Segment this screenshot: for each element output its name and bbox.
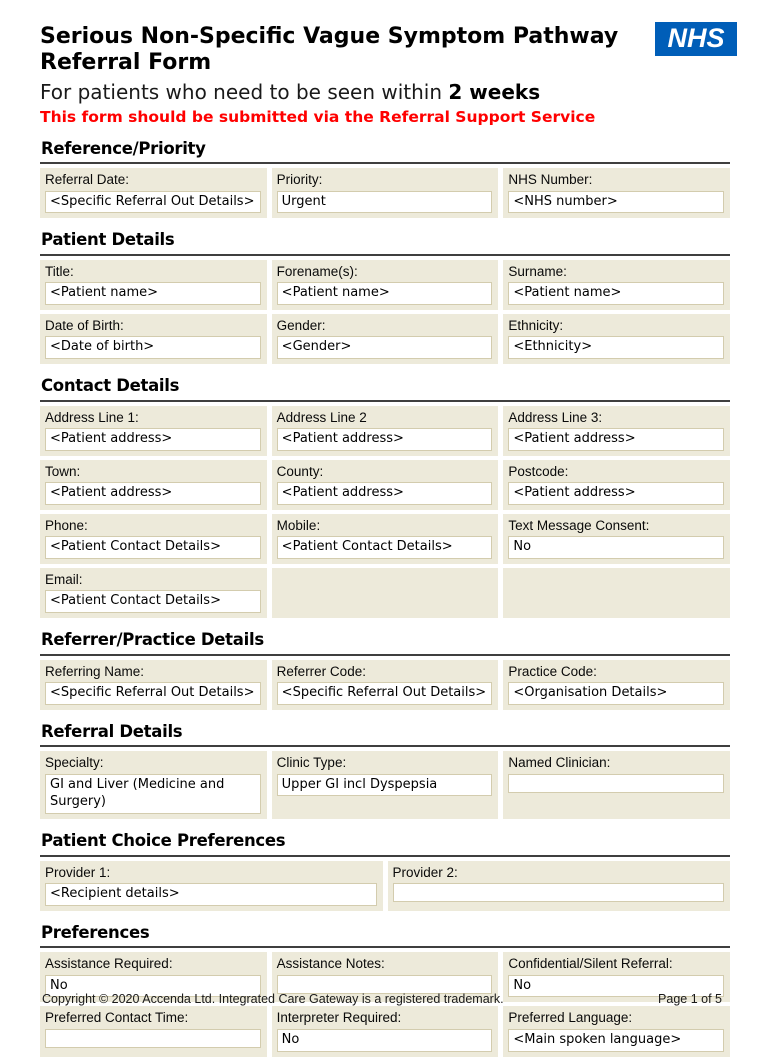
nhs-logo — [655, 22, 737, 56]
field-ethnicity — [503, 314, 730, 364]
field-label: Clinic Type: — [276, 755, 347, 771]
field-nhs-number — [503, 168, 730, 218]
section-heading: Contact Details — [41, 376, 180, 396]
field-phone — [40, 514, 267, 564]
section-divider — [40, 654, 730, 656]
field-label: Address Line 2 — [276, 409, 367, 425]
submission-warning: This form should be submitted via the Referral Support Service — [40, 107, 596, 126]
field-practice-code — [503, 660, 730, 710]
form-row — [40, 660, 730, 710]
field-label: Interpreter Required: — [276, 1010, 402, 1026]
page-subtitle — [40, 80, 730, 104]
form-row — [40, 406, 730, 456]
field-referring-name — [40, 660, 267, 710]
section-heading: Patient Details — [41, 230, 175, 250]
referring-name-input[interactable]: <Specific Referral Out Details> — [45, 682, 261, 705]
field-label: Surname: — [508, 263, 567, 279]
field-gender — [272, 314, 499, 364]
practice-code-input[interactable]: <Organisation Details> — [508, 682, 724, 705]
field-priority — [272, 168, 499, 218]
subtitle-text: For patients who need to be seen within — [40, 79, 449, 104]
field-preferred-language — [503, 1006, 730, 1056]
field-label: Referral Date: — [45, 172, 130, 188]
field-label: Email: — [45, 571, 83, 587]
named-clinician-input[interactable] — [508, 774, 724, 793]
preferred-language-input[interactable]: <Main spoken language> — [508, 1029, 724, 1052]
section-divider — [40, 254, 730, 256]
field-label: Referring Name: — [45, 663, 145, 679]
field-label: Provider 1: — [45, 864, 111, 880]
section-divider — [40, 400, 730, 402]
section-heading: Referrer/Practice Details — [41, 630, 264, 650]
ethnicity-input[interactable]: <Ethnicity> — [508, 336, 724, 359]
provider-2-input[interactable] — [393, 883, 725, 902]
section-referrer-practice-details — [40, 630, 730, 710]
field-county — [272, 460, 499, 510]
field-label: Title: — [45, 263, 74, 279]
section-reference-priority — [40, 139, 730, 219]
phone-input[interactable]: <Patient Contact Details> — [45, 536, 261, 559]
clinic-type-input[interactable]: Upper GI incl Dyspepsia — [277, 774, 493, 797]
field-label: Preferred Language: — [508, 1010, 633, 1026]
field-label: Gender: — [276, 317, 326, 333]
field-label: Mobile: — [276, 517, 321, 533]
email-input[interactable]: <Patient Contact Details> — [45, 590, 261, 613]
section-referral-details — [40, 722, 730, 819]
field-label: Confidential/Silent Referral: — [508, 956, 673, 972]
surname-input[interactable]: <Patient name> — [508, 282, 724, 305]
field-town — [40, 460, 267, 510]
section-patient-choice-preferences — [40, 831, 730, 911]
section-contact-details — [40, 376, 730, 618]
empty-cell — [503, 568, 730, 618]
field-label: Preferred Contact Time: — [45, 1010, 189, 1026]
field-label: Assistance Notes: — [276, 956, 385, 972]
referral-date-input[interactable]: <Specific Referral Out Details> — [45, 191, 261, 214]
subtitle-emphasis: 2 weeks — [448, 79, 541, 104]
date-of-birth-input[interactable]: <Date of birth> — [45, 336, 261, 359]
priority-input[interactable]: Urgent — [277, 191, 493, 214]
referrer-code-input[interactable]: <Specific Referral Out Details> — [277, 682, 493, 705]
preferred-contact-time-input[interactable] — [45, 1029, 261, 1048]
field-specialty — [40, 751, 267, 819]
text-message-consent-input[interactable]: No — [508, 536, 724, 559]
county-input[interactable]: <Patient address> — [277, 482, 493, 505]
field-label: Specialty: — [45, 755, 104, 771]
field-label: Ethnicity: — [508, 317, 564, 333]
field-email — [40, 568, 267, 618]
field-label: Address Line 1: — [45, 409, 139, 425]
field-label: Phone: — [45, 517, 88, 533]
field-label: Practice Code: — [508, 663, 597, 679]
forename-input[interactable]: <Patient name> — [277, 282, 493, 305]
form-row — [40, 168, 730, 218]
empty-cell — [272, 568, 499, 618]
section-heading: Reference/Priority — [41, 138, 206, 158]
field-provider-2 — [388, 861, 731, 911]
section-divider — [40, 745, 730, 747]
confidential-silent-referral-input[interactable]: No — [508, 975, 724, 998]
field-label: Referrer Code: — [276, 663, 366, 679]
field-label: County: — [276, 463, 324, 479]
field-label: Assistance Required: — [45, 956, 173, 972]
field-mobile — [272, 514, 499, 564]
field-provider-1 — [40, 861, 383, 911]
section-heading: Preferences — [41, 922, 150, 942]
section-heading: Referral Details — [41, 721, 183, 741]
form-row — [40, 751, 730, 819]
gender-input[interactable]: <Gender> — [277, 336, 493, 359]
field-surname — [503, 260, 730, 310]
field-clinic-type — [272, 751, 499, 819]
nhs-number-input[interactable]: <NHS number> — [508, 191, 724, 214]
form-row — [40, 314, 730, 364]
field-label: Address Line 3: — [508, 409, 603, 425]
field-label: NHS Number: — [508, 172, 593, 188]
nhs-logo-text: NHS — [667, 22, 725, 53]
field-label: Named Clinician: — [508, 755, 611, 771]
form-row — [40, 514, 730, 564]
field-referrer-code — [272, 660, 499, 710]
address-line-1-input[interactable]: <Patient address> — [45, 428, 261, 451]
field-label: Text Message Consent: — [508, 517, 650, 533]
postcode-input[interactable]: <Patient address> — [508, 482, 724, 505]
section-heading: Patient Choice Preferences — [41, 831, 286, 851]
section-divider — [40, 855, 730, 857]
title-input[interactable]: <Patient name> — [45, 282, 261, 305]
page-footer — [42, 992, 722, 1006]
field-forename — [272, 260, 499, 310]
field-postcode — [503, 460, 730, 510]
field-interpreter-required — [272, 1006, 499, 1056]
provider-1-input[interactable]: <Recipient details> — [45, 883, 377, 906]
field-label: Priority: — [276, 172, 323, 188]
field-referral-date — [40, 168, 267, 218]
field-label: Postcode: — [508, 463, 569, 479]
section-divider — [40, 162, 730, 164]
field-preferred-contact-time — [40, 1006, 267, 1056]
specialty-input[interactable]: GI and Liver (Medicine and Surgery) — [45, 774, 261, 814]
address-line-2-input[interactable]: <Patient address> — [277, 428, 493, 451]
town-input[interactable]: <Patient address> — [45, 482, 261, 505]
field-label: Provider 2: — [392, 864, 458, 880]
assistance-required-input[interactable]: No — [45, 975, 261, 998]
interpreter-required-input[interactable]: No — [277, 1029, 493, 1052]
copyright-text: Copyright © 2020 Accenda Ltd. Integrated Care Gateway is a registered trademark. — [42, 992, 504, 1006]
form-row — [40, 460, 730, 510]
field-address-line-3 — [503, 406, 730, 456]
form-row — [40, 568, 730, 618]
form-row — [40, 861, 730, 911]
field-address-line-2 — [272, 406, 499, 456]
field-label: Date of Birth: — [45, 317, 124, 333]
field-date-of-birth — [40, 314, 267, 364]
form-row — [40, 260, 730, 310]
field-address-line-1 — [40, 406, 267, 456]
section-divider — [40, 946, 730, 948]
field-label: Town: — [45, 463, 81, 479]
page-title: Serious Non-Specific Vague Symptom Pathway Referral Form — [40, 24, 619, 75]
section-preferences — [40, 923, 730, 1057]
field-label: Forename(s): — [276, 263, 358, 279]
page-number: Page 1 of 5 — [658, 992, 722, 1006]
field-text-message-consent — [503, 514, 730, 564]
address-line-3-input[interactable]: <Patient address> — [508, 428, 724, 451]
field-named-clinician — [503, 751, 730, 819]
form-row — [40, 1006, 730, 1056]
section-patient-details — [40, 230, 730, 364]
mobile-input[interactable]: <Patient Contact Details> — [277, 536, 493, 559]
field-title — [40, 260, 267, 310]
